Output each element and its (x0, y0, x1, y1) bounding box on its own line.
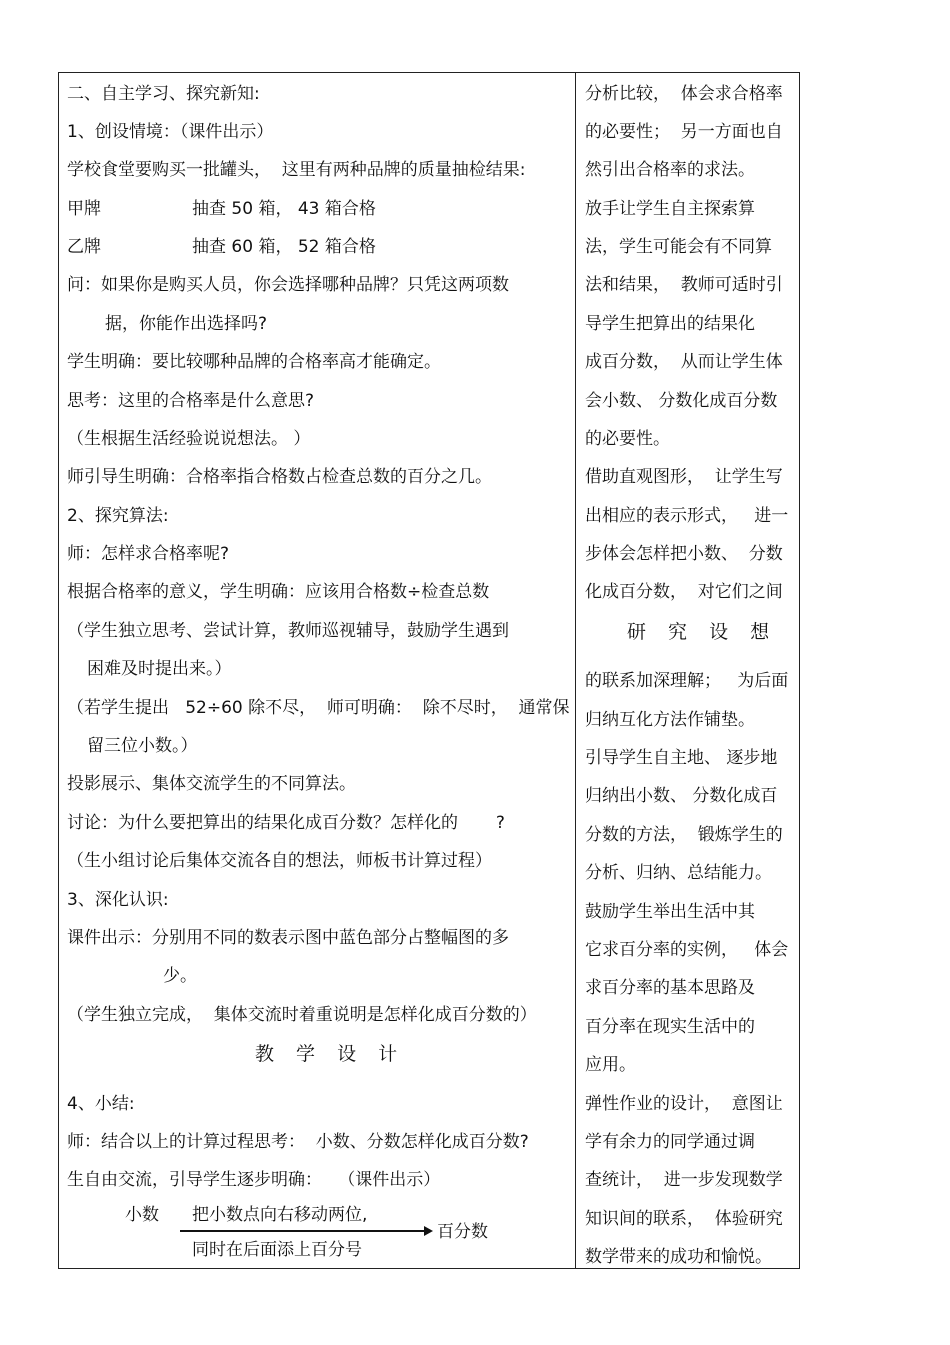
left-line: 少。 (163, 966, 197, 986)
right-line: 分析比较， 体会求合格率 (585, 84, 783, 104)
left-line: 师：结合以上的计算过程思考： 小数、分数怎样化成百分数? (67, 1132, 529, 1152)
right-line: 学有余力的同学通过调 (585, 1132, 755, 1152)
right-line: 数学带来的成功和愉悦。 (585, 1247, 772, 1267)
left-line: 甲牌 (67, 199, 101, 219)
right-line: 引导学生自主地、 逐步地 (585, 748, 778, 768)
diagram-step-1: 把小数点向右移动两位, (192, 1205, 368, 1225)
left-line: 二、自主学习、探究新知: (67, 84, 260, 104)
column-divider (575, 72, 576, 1269)
diagram-to-label: 百分数 (437, 1222, 488, 1242)
right-line: 知识间的联系， 体验研究 (585, 1209, 783, 1229)
left-line: （生根据生活经验说说想法。 ） (67, 429, 311, 449)
right-line: 化成百分数， 对它们之间 (585, 582, 783, 602)
right-line: 出相应的表示形式， 进一 (585, 506, 789, 526)
right-line: 分数的方法， 锻炼学生的 (585, 825, 783, 845)
left-line: 讨论：为什么要把算出的结果化成百分数？怎样化的 ? (67, 813, 505, 833)
diagram-step-2: 同时在后面添上百分号 (192, 1240, 362, 1260)
right-line: 会小数、 分数化成百分数 (585, 391, 778, 411)
right-line: 步体会怎样把小数、 分数 (585, 544, 783, 564)
left-line: 问：如果你是购买人员，你会选择哪种品牌？只凭这两项数 (67, 275, 509, 295)
right-line: 分析、归纳、总结能力。 (585, 863, 772, 883)
left-line: （学生独立思考、尝试计算，教师巡视辅导，鼓励学生遇到 (67, 621, 509, 641)
left-line: 乙牌 (67, 237, 101, 257)
right-line: 导学生把算出的结果化 (585, 314, 755, 334)
right-line: 它求百分率的实例， 体会 (585, 940, 789, 960)
section-heading-research-idea: 研 究 设 想 (627, 621, 778, 643)
right-line: 的必要性。 (585, 429, 670, 449)
right-line: 查统计， 进一步发现数学 (585, 1170, 783, 1190)
left-line: 2、探究算法: (67, 506, 169, 526)
left-line: （生小组讨论后集体交流各自的想法，师板书计算过程） (67, 851, 492, 871)
right-line: 归纳互化方法作铺垫。 (585, 710, 755, 730)
left-line: 师引导生明确：合格率指合格数占检查总数的百分之几。 (67, 467, 492, 487)
section-heading-teaching-design: 教 学 设 计 (255, 1043, 406, 1065)
right-line: 弹性作业的设计， 意图让 (585, 1094, 783, 1114)
conversion-arrow (180, 1230, 428, 1232)
right-line: 的联系加深理解； 为后面 (585, 671, 789, 691)
left-line: 抽查 50 箱， 43 箱合格 (192, 199, 376, 219)
left-line: 抽查 60 箱， 52 箱合格 (192, 237, 376, 257)
arrowhead-icon (424, 1226, 433, 1236)
right-line: 然引出合格率的求法。 (585, 160, 755, 180)
right-line: 法和结果， 教师可适时引 (585, 275, 783, 295)
right-line: 百分率在现实生活中的 (585, 1017, 755, 1037)
left-line: （学生独立完成， 集体交流时着重说明是怎样化成百分数的） (67, 1005, 537, 1025)
left-line: 课件出示：分别用不同的数表示图中蓝色部分占整幅图的多 (67, 928, 509, 948)
right-line: 放手让学生自主探索算 (585, 199, 755, 219)
left-line: 师：怎样求合格率呢? (67, 544, 230, 564)
right-line: 借助直观图形， 让学生写 (585, 467, 783, 487)
right-line: 归纳出小数、 分数化成百 (585, 786, 778, 806)
left-line: 留三位小数。） (87, 736, 198, 756)
left-line: 据，你能作出选择吗? (105, 314, 268, 334)
left-line: 学生明确：要比较哪种品牌的合格率高才能确定。 (67, 352, 441, 372)
right-line: 应用。 (585, 1055, 636, 1075)
left-line: 困难及时提出来。） (87, 659, 232, 679)
left-line: 根据合格率的意义，学生明确：应该用合格数÷检查总数 (67, 582, 490, 602)
left-line: （若学生提出 52÷60 除不尽， 师可明确： 除不尽时， 通常保 (67, 698, 570, 718)
left-line: 学校食堂要购买一批罐头， 这里有两种品牌的质量抽检结果: (67, 160, 526, 180)
left-line: 3、深化认识: (67, 890, 169, 910)
left-line: 投影展示、集体交流学生的不同算法。 (67, 774, 356, 794)
right-line: 鼓励学生举出生活中其 (585, 902, 755, 922)
right-line: 法，学生可能会有不同算 (585, 237, 772, 257)
left-line: 1、创设情境：（课件出示） (67, 122, 274, 142)
left-line: 4、小结: (67, 1094, 135, 1114)
diagram-from-label: 小数 (125, 1205, 159, 1225)
right-line: 求百分率的基本思路及 (585, 978, 755, 998)
right-line: 成百分数， 从而让学生体 (585, 352, 783, 372)
left-line: 生自由交流，引导学生逐步明确： （课件出示） (67, 1170, 441, 1190)
left-line: 思考：这里的合格率是什么意思? (67, 391, 315, 411)
right-line: 的必要性； 另一方面也自 (585, 122, 783, 142)
